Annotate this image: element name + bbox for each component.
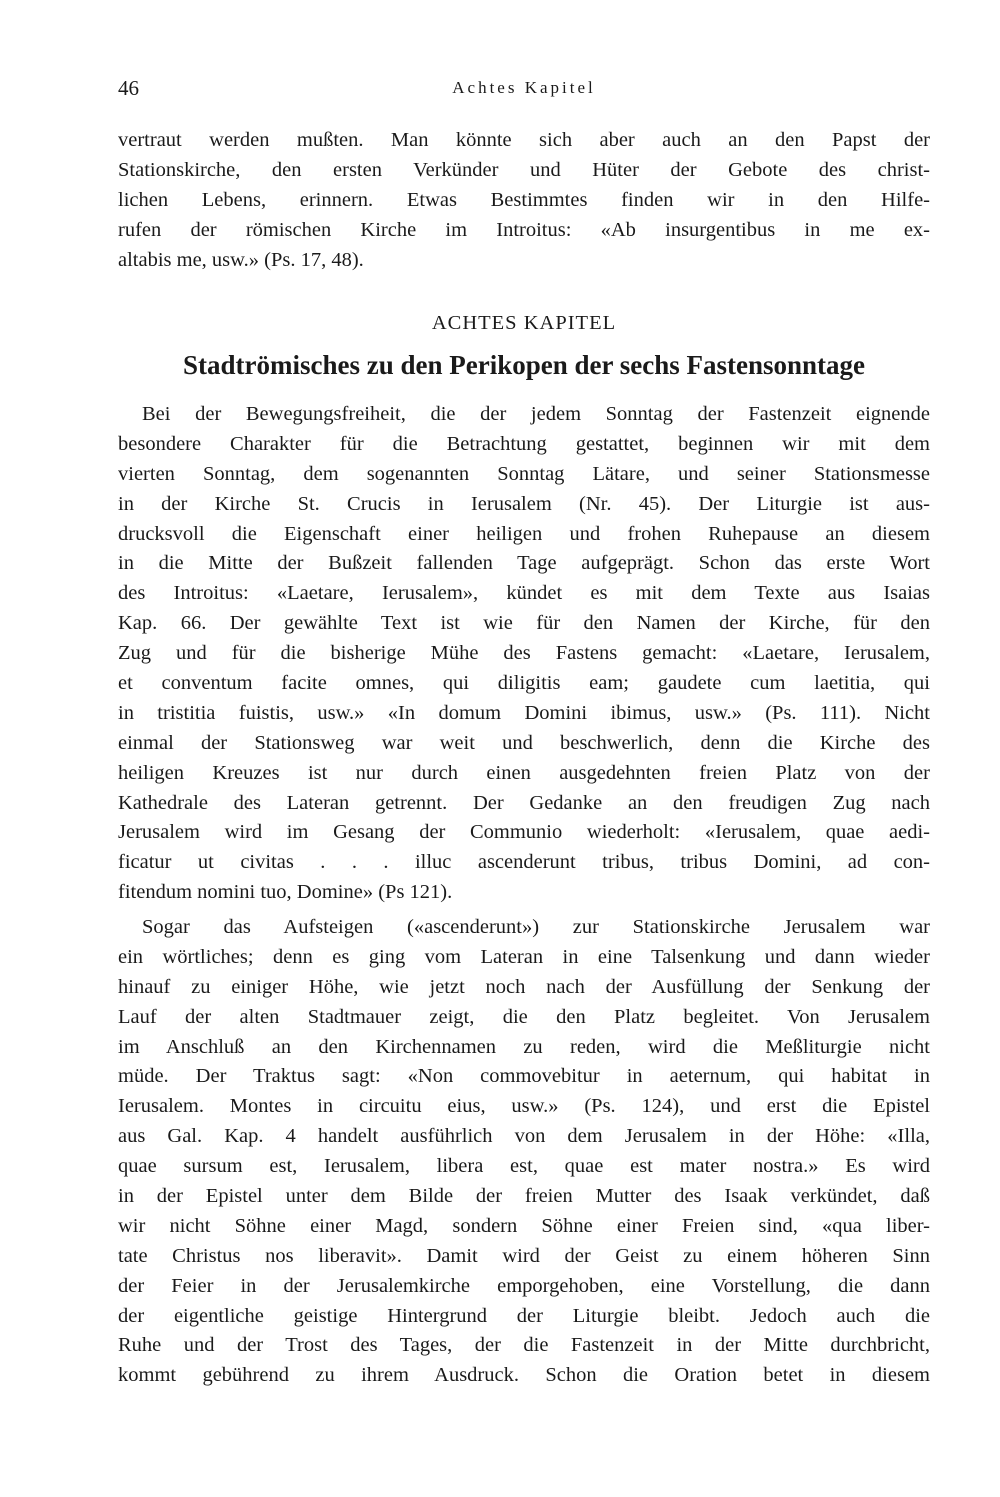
text-line: quae sursum est, Ierusalem, libera est, quae est mater nostra.» Es wird (118, 1155, 930, 1178)
continuation-text (118, 126, 930, 275)
text-line: müde. Der Traktus sagt: «Non commovebitur in aeternum, qui habitat in (118, 1065, 930, 1088)
text-line: Jerusalem wird im Gesang der Communio wiederholt: «Ierusalem, quae aedi- (118, 821, 930, 844)
page-number: 46 (118, 76, 139, 100)
text-line: et conventum facite omnes, qui diligitis eam; gaudete cum laetitia, qui (118, 672, 930, 695)
running-title: Achtes Kapitel (452, 78, 596, 97)
text-line: drucksvoll die Eigenschaft einer heiligen und frohen Ruhepause an diesem (118, 522, 930, 545)
text-line: einmal der Stationsweg war weit und beschwerlich, denn die Kirche des (118, 731, 930, 754)
paragraph-2 (118, 913, 930, 1391)
text-line: Stationskirche, den ersten Verkünder und Hüter der Gebote des christ- (118, 158, 930, 181)
text-line: ficatur ut civitas . . . illuc ascenderunt tribus, tribus Domini, ad con- (118, 851, 930, 874)
text-line: besondere Charakter für die Betrachtung gestattet, beginnen wir mit dem (118, 432, 930, 455)
text-line: lichen Lebens, erinnern. Etwas Bestimmtes finden wir in den Hilfe- (118, 188, 930, 211)
running-head (118, 76, 930, 106)
paragraph-1 (118, 400, 930, 908)
text-line: Sogar das Aufsteigen («ascenderunt») zur Stationskirche Jerusalem war (142, 916, 930, 938)
text-line: Ierusalem. Montes in circuitu eius, usw.» (Ps. 124), und erst die Epistel (118, 1095, 930, 1118)
text-line: heiligen Kreuzes ist nur durch einen ausgedehnten freien Platz von der (118, 761, 930, 784)
text-line: Ruhe und der Trost des Tages, der die Fastenzeit in der Mitte durchbricht, (118, 1334, 930, 1357)
text-line: altabis me, usw.» (Ps. 17, 48). (118, 248, 364, 271)
text-line: Kap. 66. Der gewählte Text ist wie für den Namen der Kirche, für den (118, 612, 930, 635)
text-line: tate Christus nos liberavit». Damit wird der Geist zu einem höheren Sinn (118, 1244, 930, 1267)
text-line: hinauf zu einiger Höhe, wie jetzt noch nach der Ausfüllung der Senkung der (118, 975, 930, 998)
text-line: des Introitus: «Laetare, Ierusalem», kündet es mit dem Texte aus Isaias (118, 582, 930, 605)
text-line: wir nicht Söhne einer Magd, sondern Söhne einer Freien sind, «qua liber- (118, 1214, 930, 1237)
text-line: der eigentliche geistige Hintergrund der Liturgie bleibt. Jedoch auch die (118, 1304, 930, 1327)
text-line: vertraut werden mußten. Man könnte sich aber auch an den Papst der (118, 129, 930, 151)
text-line: in der Epistel unter dem Bilde der freien Mutter des Isaak verkündet, daß (118, 1185, 930, 1208)
text-line: ein wörtliches; denn es ging vom Lateran in eine Talsenkung und dann wieder (118, 945, 930, 968)
text-line: in der Kirche St. Crucis in Ierusalem (Nr. 45). Der Liturgie ist aus- (118, 492, 930, 515)
text-line: aus Gal. Kap. 4 handelt ausführlich von dem Jerusalem in der Höhe: «Illa, (118, 1125, 930, 1148)
text-line: Zug und für die bisherige Mühe des Fastens gemacht: «Laetare, Ierusalem, (118, 642, 930, 665)
text-line: kommt gebührend zu ihrem Ausdruck. Schon die Oration betet in diesem (118, 1364, 930, 1387)
text-line: Bei der Bewegungsfreiheit, die der jedem Sonntag der Fastenzeit eignende (142, 403, 930, 425)
text-line: im Anschluß an den Kirchennamen zu reden, wird die Meßliturgie nicht (118, 1035, 930, 1058)
text-line: in die Mitte der Bußzeit fallenden Tage aufgeprägt. Schon das erste Wort (118, 552, 930, 575)
text-line: fitendum nomini tuo, Domine» (Ps 121). (118, 881, 453, 904)
chapter-label: ACHTES KAPITEL (431, 312, 617, 334)
text-line: vierten Sonntag, dem sogenannten Sonntag Lätare, und seiner Stationsmesse (118, 462, 930, 485)
text-line: in tristitia fuistis, usw.» «In domum Domini ibimus, usw.» (Ps. 111). Nicht (118, 701, 930, 724)
text-line: der Feier in der Jerusalemkirche emporgehoben, eine Vorstellung, die dann (118, 1274, 930, 1297)
text-line: rufen der römischen Kirche im Introitus: «Ab insurgentibus in me ex- (118, 218, 930, 241)
chapter-title: Stadtrömisches zu den Perikopen der sechs Fastensonntage (182, 350, 865, 380)
text-line: Kathedrale des Lateran getrennt. Der Gedanke an den freudigen Zug nach (118, 791, 930, 814)
text-line: Lauf der alten Stadtmauer zeigt, die den Platz begleitet. Von Jerusalem (118, 1005, 930, 1028)
